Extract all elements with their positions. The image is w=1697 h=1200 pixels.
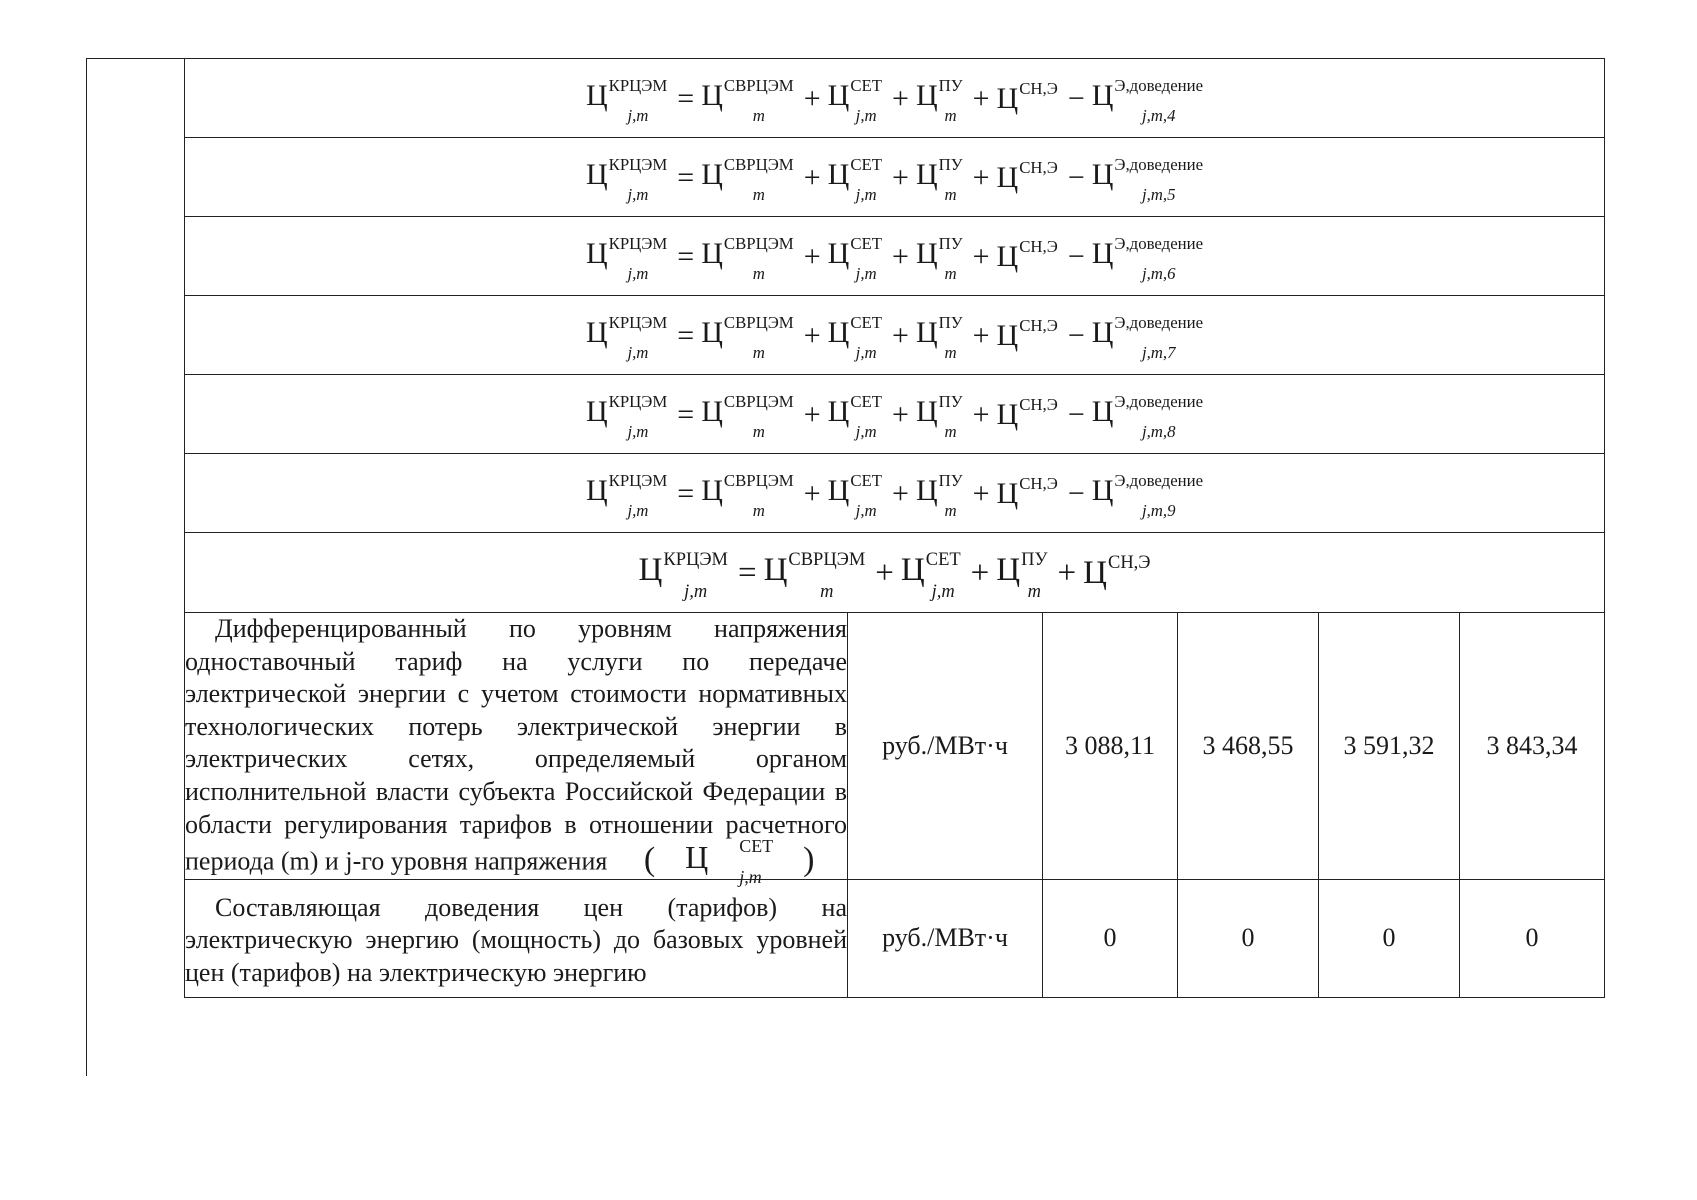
scripts: [938, 76, 963, 125]
scripts: [608, 234, 668, 283]
superscript: СЕТ: [850, 76, 883, 96]
formula-cell: [185, 59, 1605, 138]
subscript: j,m,4: [1141, 106, 1176, 125]
superscript: СЕТ: [850, 471, 883, 491]
description-wrap: [185, 892, 847, 990]
subscript: m: [944, 106, 957, 125]
symbol-ts: Ц: [1091, 316, 1114, 350]
superscript: ПУ: [938, 234, 963, 254]
superscript: СЕТ: [739, 836, 774, 857]
scripts: [709, 836, 774, 887]
scripts: [1019, 79, 1058, 102]
symbol-ts: Ц: [585, 79, 608, 113]
superscript: Э,доведение: [1114, 234, 1204, 254]
symbol-ts: Ц: [701, 237, 723, 271]
subscript: j,m: [627, 185, 649, 204]
plus-sign: +: [972, 398, 990, 431]
value-cell: 3 468,55: [1178, 613, 1319, 880]
subscript: j,m,6: [1141, 264, 1176, 283]
symbol-ts: Ц: [827, 395, 850, 429]
scripts: [1108, 552, 1151, 576]
symbol-ts: Ц: [585, 395, 608, 429]
formula-cell: [185, 296, 1605, 375]
formula-row: [185, 454, 1605, 533]
symbol-ts: Ц: [701, 158, 723, 192]
plus-sign: +: [803, 477, 821, 510]
superscript: СН,Э: [1019, 316, 1058, 335]
scripts: [1114, 234, 1204, 283]
scripts: [723, 313, 794, 362]
symbol-ts: Ц: [915, 79, 938, 113]
symbol-ts: Ц: [1083, 555, 1107, 591]
plus-sign: +: [972, 240, 990, 273]
superscript: ПУ: [938, 392, 963, 412]
term-set: [655, 836, 774, 887]
scripts: [1114, 313, 1204, 362]
minus-sign: −: [1067, 82, 1085, 115]
symbol-ts: Ц: [585, 474, 608, 508]
superscript: СВРЦЭМ: [723, 471, 794, 491]
description-text: [185, 613, 847, 887]
scripts: [938, 234, 963, 283]
formula-row: [185, 59, 1605, 138]
formula: [585, 234, 1204, 283]
term-krcem: [585, 313, 668, 362]
term-pu: [996, 549, 1048, 601]
value-cell: 3 591,32: [1319, 613, 1460, 880]
term-dovedenie: [1091, 76, 1204, 125]
term-svrcem: [701, 313, 794, 362]
term-set: [827, 471, 883, 520]
term-dovedenie: [1091, 471, 1204, 520]
superscript: СВРЦЭМ: [723, 76, 794, 96]
formula-cell: [185, 533, 1605, 613]
symbol-ts: Ц: [996, 552, 1021, 589]
description-cell: [185, 613, 848, 887]
subscript: j,m: [684, 580, 708, 601]
term-set: [827, 234, 883, 283]
tariff-symbol: [614, 836, 815, 887]
superscript: СВРЦЭМ: [788, 549, 866, 570]
description-text: [185, 892, 847, 990]
superscript: СН,Э: [1019, 158, 1058, 177]
symbol-ts: Ц: [1091, 237, 1114, 271]
data-row: [185, 879, 1605, 997]
superscript: СВРЦЭМ: [723, 234, 794, 254]
formula-row: [185, 533, 1605, 613]
subscript: j,m,5: [1141, 185, 1176, 204]
subscript: m: [752, 422, 765, 441]
superscript: ПУ: [938, 471, 963, 491]
superscript: КРЦЭМ: [608, 471, 668, 491]
subscript: j,m: [855, 185, 877, 204]
subscript: m: [944, 422, 957, 441]
scripts: [723, 76, 794, 125]
minus-sign: −: [1067, 240, 1085, 273]
unit-cell: руб./МВт·ч: [848, 879, 1043, 997]
superscript: СЕТ: [850, 234, 883, 254]
value-cell: 0: [1460, 879, 1605, 997]
term-pu: [915, 471, 963, 520]
term-set: [827, 392, 883, 441]
formula-row: [185, 217, 1605, 296]
superscript: КРЦЭМ: [663, 549, 728, 570]
term-set: [827, 155, 883, 204]
value-cell: 0: [1319, 879, 1460, 997]
scripts: [850, 313, 883, 362]
equals-sign: =: [737, 555, 757, 591]
symbol-ts: Ц: [996, 319, 1019, 352]
subscript: m: [944, 343, 957, 362]
subscript: m: [944, 185, 957, 204]
symbol-ts: Ц: [1091, 395, 1114, 429]
formula-cell: [185, 454, 1605, 533]
scripts: [850, 392, 883, 441]
scripts: [850, 234, 883, 283]
symbol-ts: Ц: [827, 79, 850, 113]
symbol-ts: Ц: [915, 316, 938, 350]
term-krcem: [585, 471, 668, 520]
subscript: m: [944, 264, 957, 283]
symbol-ts: Ц: [827, 158, 850, 192]
subscript: j,m: [739, 866, 762, 887]
equals-sign: =: [677, 319, 695, 352]
subscript: m: [944, 501, 957, 520]
superscript: Э,доведение: [1114, 313, 1204, 333]
plus-sign: +: [972, 319, 990, 352]
equals-sign: =: [677, 398, 695, 431]
superscript: СЕТ: [850, 313, 883, 333]
subscript: m: [752, 501, 765, 520]
symbol-ts: Ц: [827, 474, 850, 508]
scripts: [1114, 471, 1204, 520]
superscript: Э,доведение: [1114, 76, 1204, 96]
superscript: СН,Э: [1108, 552, 1151, 572]
description: Дифференцированный по уровням напряжения одноставочный тариф на услуги по передаче электрической энергии с учетом стоимости нормативных технологических потерь электрической энергии в электрических сетях, определяемый органом исполнительной власти субъекта Российской Федерации в области регулирования тарифов в отношении расчетного периода (m) и j-го уровня напряжения: [185, 614, 847, 876]
plus-sign: +: [892, 398, 909, 431]
term-sne: [1083, 552, 1151, 591]
subscript: m: [752, 343, 765, 362]
term-pu: [915, 234, 963, 283]
value-cell: 3 843,34: [1460, 613, 1605, 880]
symbol-ts: Ц: [638, 552, 663, 589]
scripts: [938, 155, 963, 204]
superscript: СЕТ: [850, 392, 883, 412]
term-krcem: [585, 392, 668, 441]
symbol-ts: Ц: [915, 474, 938, 508]
equals-sign: =: [677, 161, 695, 194]
symbol-ts: Ц: [585, 158, 608, 192]
subscript: j,m: [627, 343, 649, 362]
scripts: [938, 392, 963, 441]
plus-sign: +: [970, 555, 990, 591]
left-column-top-border: [86, 58, 184, 59]
scripts: [1019, 237, 1058, 260]
subscript: j,m,9: [1141, 501, 1176, 520]
term-dovedenie: [1091, 392, 1204, 441]
term-svrcem: [701, 234, 794, 283]
superscript: СВРЦЭМ: [723, 313, 794, 333]
subscript: m: [752, 106, 765, 125]
formula-row: [185, 138, 1605, 217]
symbol-ts: Ц: [585, 316, 608, 350]
superscript: СН,Э: [1019, 474, 1058, 493]
superscript: СВРЦЭМ: [723, 392, 794, 412]
symbol-ts: Ц: [763, 552, 788, 589]
subscript: m: [1027, 580, 1041, 601]
formula: [585, 392, 1204, 441]
subscript: j,m,8: [1141, 422, 1176, 441]
term-sne: [996, 395, 1058, 431]
description-cell: [185, 879, 848, 997]
scripts: [608, 76, 668, 125]
term-svrcem: [701, 76, 794, 125]
superscript: СЕТ: [925, 549, 961, 570]
symbol-ts: Ц: [996, 240, 1019, 273]
scripts: [1114, 76, 1204, 125]
symbol-ts: Ц: [915, 237, 938, 271]
plus-sign: +: [803, 398, 821, 431]
formula: [585, 76, 1204, 125]
plus-sign: +: [803, 319, 821, 352]
subscript: m: [752, 185, 765, 204]
scripts: [938, 313, 963, 362]
formula-row: [185, 296, 1605, 375]
formula-cell: [185, 138, 1605, 217]
scripts: [1019, 474, 1058, 497]
scripts: [663, 549, 728, 601]
symbol-ts: Ц: [996, 82, 1019, 115]
term-krcem: [585, 76, 668, 125]
symbol-ts: Ц: [585, 237, 608, 271]
term-krcem: [585, 155, 668, 204]
symbol-ts: Ц: [996, 161, 1019, 194]
subscript: j,m: [627, 106, 649, 125]
subscript: m: [752, 264, 765, 283]
term-pu: [915, 155, 963, 204]
data-row: [185, 613, 1605, 880]
scripts: [723, 234, 794, 283]
value-cell: 3 088,11: [1043, 613, 1178, 880]
scripts: [608, 155, 668, 204]
term-pu: [915, 392, 963, 441]
plus-sign: +: [972, 477, 990, 510]
plus-sign: +: [875, 555, 894, 591]
subscript: j,m: [627, 264, 649, 283]
scripts: [1021, 549, 1048, 601]
formula-cell: [185, 217, 1605, 296]
term-krcem: [638, 549, 728, 601]
superscript: ПУ: [938, 313, 963, 333]
superscript: СЕТ: [850, 155, 883, 175]
subscript: j,m: [855, 264, 877, 283]
superscript: ПУ: [1021, 549, 1048, 570]
subscript: j,m: [931, 580, 955, 601]
scripts: [723, 471, 794, 520]
plus-sign: +: [892, 82, 909, 115]
superscript: КРЦЭМ: [608, 155, 668, 175]
superscript: СН,Э: [1019, 395, 1058, 414]
superscript: Э,доведение: [1114, 471, 1204, 491]
formula-row: [185, 375, 1605, 454]
scripts: [1019, 395, 1058, 418]
plus-sign: +: [892, 161, 909, 194]
symbol-ts: Ц: [827, 316, 850, 350]
scripts: [1019, 316, 1058, 339]
minus-sign: −: [1067, 477, 1085, 510]
term-sne: [996, 316, 1058, 352]
symbol-ts: Ц: [685, 839, 709, 876]
scripts: [938, 471, 963, 520]
equals-sign: =: [677, 240, 695, 273]
superscript: КРЦЭМ: [608, 392, 668, 412]
term-sne: [996, 158, 1058, 194]
superscript: СВРЦЭМ: [723, 155, 794, 175]
superscript: Э,доведение: [1114, 155, 1204, 175]
term-svrcem: [701, 392, 794, 441]
plus-sign: +: [803, 82, 821, 115]
formula: [585, 155, 1204, 204]
formula: [585, 313, 1204, 362]
plus-sign: +: [892, 477, 909, 510]
superscript: КРЦЭМ: [608, 313, 668, 333]
unit-cell: руб./МВт·ч: [848, 613, 1043, 880]
term-dovedenie: [1091, 234, 1204, 283]
plus-sign: +: [892, 319, 909, 352]
term-svrcem: [763, 549, 866, 601]
scripts: [788, 549, 866, 601]
plus-sign: +: [972, 161, 990, 194]
symbol-ts: Ц: [1091, 158, 1114, 192]
left-column-border: [86, 58, 87, 1076]
equals-sign: =: [677, 477, 695, 510]
scripts: [925, 549, 961, 601]
equals-sign: =: [677, 82, 695, 115]
plus-sign: +: [803, 240, 821, 273]
subscript: j,m: [855, 422, 877, 441]
term-krcem: [585, 234, 668, 283]
plus-sign: +: [803, 161, 821, 194]
symbol-ts: Ц: [827, 237, 850, 271]
term-set: [827, 76, 883, 125]
subscript: j,m: [627, 422, 649, 441]
description: Составляющая доведения цен (тарифов) на электрическую энергию (мощность) до базовых уровней цен (тарифов) на электрическую энергию: [185, 892, 847, 987]
superscript: ПУ: [938, 76, 963, 96]
scripts: [608, 392, 668, 441]
symbol-ts: Ц: [996, 477, 1019, 510]
scripts: [723, 155, 794, 204]
symbol-ts: Ц: [701, 395, 723, 429]
symbol-ts: Ц: [701, 474, 723, 508]
minus-sign: −: [1067, 161, 1085, 194]
symbol-ts: Ц: [701, 79, 723, 113]
subscript: j,m: [855, 106, 877, 125]
scripts: [1114, 155, 1204, 204]
paren-open: (: [643, 840, 656, 878]
plus-sign: +: [972, 82, 990, 115]
term-dovedenie: [1091, 155, 1204, 204]
subscript: j,m: [627, 501, 649, 520]
scripts: [850, 471, 883, 520]
subscript: j,m: [855, 343, 877, 362]
scripts: [608, 471, 668, 520]
subscript: j,m,7: [1141, 343, 1176, 362]
value-cell: 0: [1043, 879, 1178, 997]
superscript: КРЦЭМ: [608, 76, 668, 96]
subscript: m: [820, 580, 834, 601]
superscript: СН,Э: [1019, 79, 1058, 98]
term-set: [827, 313, 883, 362]
term-set: [900, 549, 961, 601]
scripts: [723, 392, 794, 441]
scripts: [850, 155, 883, 204]
formula: [585, 471, 1204, 520]
formula-cell: [185, 375, 1605, 454]
term-pu: [915, 76, 963, 125]
superscript: ПУ: [938, 155, 963, 175]
symbol-ts: Ц: [1091, 474, 1114, 508]
symbol-ts: Ц: [915, 158, 938, 192]
value-cell: 0: [1178, 879, 1319, 997]
scripts: [1114, 392, 1204, 441]
symbol-ts: Ц: [701, 316, 723, 350]
plus-sign: +: [892, 240, 909, 273]
paren-close: ): [803, 840, 815, 878]
minus-sign: −: [1067, 319, 1085, 352]
scripts: [850, 76, 883, 125]
term-svrcem: [701, 155, 794, 204]
symbol-ts: Ц: [900, 552, 925, 589]
term-sne: [996, 237, 1058, 273]
scripts: [1019, 158, 1058, 181]
superscript: Э,доведение: [1114, 392, 1204, 412]
plus-sign: +: [1057, 555, 1077, 591]
description-wrap: [185, 613, 847, 887]
term-dovedenie: [1091, 313, 1204, 362]
minus-sign: −: [1067, 398, 1085, 431]
term-svrcem: [701, 471, 794, 520]
term-sne: [996, 79, 1058, 115]
term-pu: [915, 313, 963, 362]
symbol-ts: Ц: [1091, 79, 1114, 113]
superscript: СН,Э: [1019, 237, 1058, 256]
symbol-ts: Ц: [996, 398, 1019, 431]
formula: [638, 549, 1151, 601]
term-sne: [996, 474, 1058, 510]
tariff-table: [184, 58, 1605, 998]
subscript: j,m: [855, 501, 877, 520]
superscript: КРЦЭМ: [608, 234, 668, 254]
scripts: [608, 313, 668, 362]
symbol-ts: Ц: [915, 395, 938, 429]
